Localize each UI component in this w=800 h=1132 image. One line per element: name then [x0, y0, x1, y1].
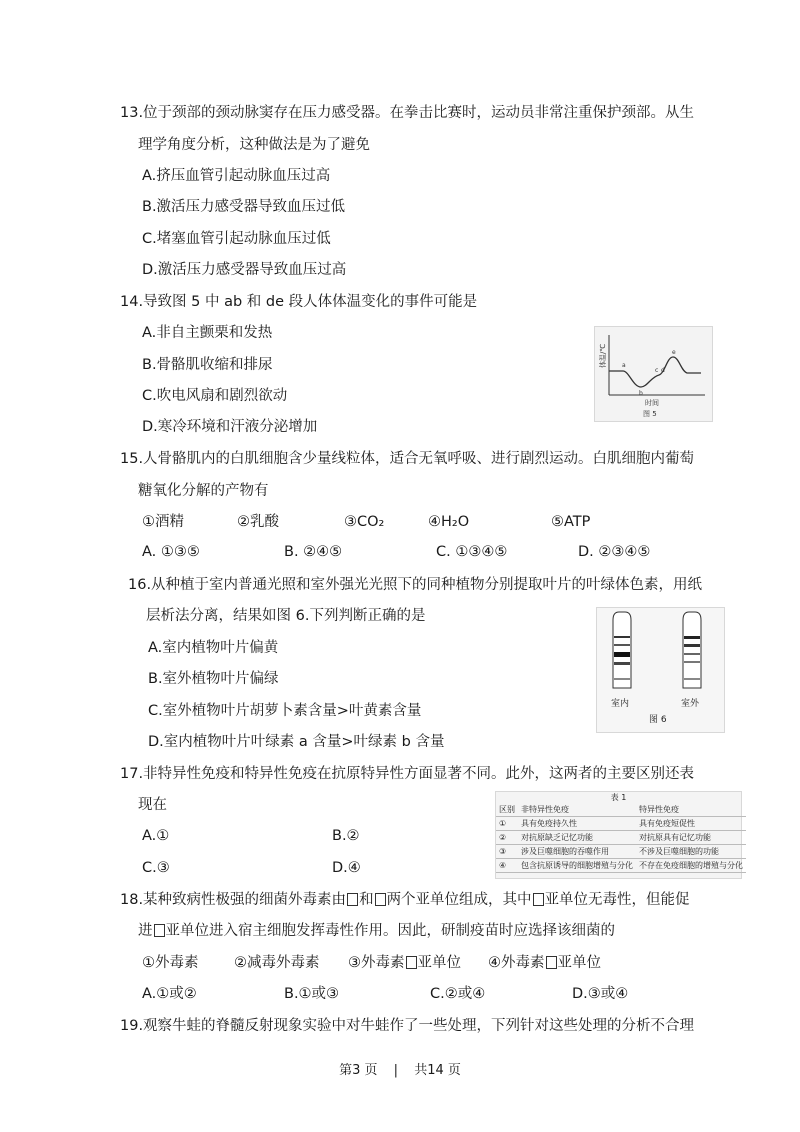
table-cell: 具有免疫持久性: [518, 817, 636, 831]
figure-5-point-b: b: [639, 390, 643, 397]
q14-option-d: D.寒冷环境和汗液分泌增加: [142, 419, 318, 435]
q14-option-b: B.骨骼肌收缩和排尿: [142, 357, 273, 373]
q18-option-b: B.①或③: [284, 986, 340, 1002]
q13-stem-line2: 理学角度分析，这种做法是为了避免: [138, 137, 370, 153]
page-footer: [0, 1059, 800, 1078]
q17-option-c: C.③: [142, 860, 170, 876]
q18-item-4-suffix: 亚单位: [557, 955, 601, 971]
q17-option-a: A.①: [142, 828, 170, 844]
figure-5-caption: 图 5: [643, 410, 657, 418]
q18-stem-part: 两个亚单位组成，其中: [386, 892, 532, 908]
missing-glyph-box: [533, 893, 544, 906]
table-cell: 具有免疫短促性: [636, 817, 746, 831]
table-row: [496, 831, 746, 845]
table-row: [496, 845, 746, 859]
q15-item-1: ①酒精: [142, 514, 184, 530]
figure-6-chromatography: [597, 608, 724, 732]
q18-stem-line1: [120, 890, 690, 910]
q18-item-3-text: ③外毒素: [348, 955, 405, 971]
table-cell: 对抗原缺乏记忆功能: [518, 831, 636, 845]
q18-option-c: C.②或④: [430, 986, 486, 1002]
figure-5-point-d: d: [661, 367, 665, 374]
q18-stem-part: 18.某种致病性极强的细菌外毒素由: [120, 892, 347, 908]
table-cell: ②: [496, 831, 518, 845]
q18-item-4-text: ④外毒素: [488, 955, 545, 971]
q18-stem-part: 亚单位无毒性，但能促: [544, 892, 690, 908]
table-header-row: [496, 803, 746, 817]
table-row: [496, 817, 746, 831]
q14-option-a: A.非自主颤栗和发热: [142, 325, 273, 341]
q15-option-a: A. ①③⑤: [142, 544, 200, 560]
figure-6-left-label: 室内: [611, 699, 630, 709]
missing-glyph-box: [154, 924, 165, 937]
missing-glyph-box: [406, 956, 417, 969]
q15-option-c: C. ①③④⑤: [436, 544, 508, 560]
figure-5-point-e: e: [672, 349, 676, 356]
table-cell: ③: [496, 845, 518, 859]
q17-option-b: B.②: [332, 828, 360, 844]
q18-item-4: [488, 953, 601, 973]
figure-5-point-c: c: [655, 367, 659, 374]
q18-item-2: ②减毒外毒素: [234, 955, 320, 971]
table-cell: 对抗原具有记忆功能: [636, 831, 746, 845]
figure-6: [596, 607, 725, 733]
q18-item-1: ①外毒素: [142, 955, 199, 971]
q16-stem-line1: 16.从种植于室内普通光照和室外强光光照下的同种植物分别提取叶片的叶绿体色素，用纸: [128, 577, 703, 593]
q15-item-5: ⑤ATP: [551, 514, 591, 530]
q13-option-b: B.激活压力感受器导致血压过低: [142, 199, 346, 215]
q17-stem-line2: 现在: [138, 797, 167, 813]
missing-glyph-box: [347, 893, 358, 906]
table-cell: 包含抗原诱导的细胞增殖与分化: [518, 859, 636, 873]
q18-item-3-suffix: 亚单位: [417, 955, 461, 971]
table-header-cell: 非特异性免疫: [518, 803, 636, 817]
table-cell: ①: [496, 817, 518, 831]
q18-stem-line2: [138, 921, 615, 941]
figure-5: [594, 326, 713, 422]
q18-stem-part: 进: [138, 923, 153, 939]
footer-total-pages: 共14 页: [414, 1063, 461, 1078]
footer-separator: |: [393, 1063, 399, 1078]
table-cell: 不存在免疫细胞的增殖与分化: [636, 859, 746, 873]
q15-item-3: ③CO₂: [344, 514, 385, 530]
table-header-cell: 特异性免疫: [636, 803, 746, 817]
table-cell: ④: [496, 859, 518, 873]
q16-option-a: A.室内植物叶片偏黄: [148, 640, 279, 656]
q13-option-d: D.激活压力感受器导致血压过高: [142, 262, 347, 278]
q18-stem-part: 亚单位进入宿主细胞发挥毒性作用。因此，研制疫苗时应选择该细菌的: [165, 923, 615, 939]
q18-stem-part: 和: [359, 892, 374, 908]
q18-option-d: D.③或④: [572, 986, 629, 1002]
figure-5-ylabel: 体温/℃: [599, 343, 607, 368]
table-row: [496, 859, 746, 873]
q13-option-c: C.堵塞血管引起动脉血压过低: [142, 231, 331, 247]
q14-option-c: C.吹电风扇和剧烈欲动: [142, 388, 288, 404]
figure-6-right-label: 室外: [681, 699, 700, 709]
table-header-cell: 区别: [496, 803, 518, 817]
q16-option-b: B.室外植物叶片偏绿: [148, 671, 279, 687]
q18-item-3: [348, 953, 461, 973]
table-cell: 不涉及巨噬细胞的功能: [636, 845, 746, 859]
q19-stem: 19.观察牛蛙的脊髓反射现象实验中对牛蛙作了一些处理，下列针对这些处理的分析不合理: [120, 1018, 695, 1034]
table-1-grid: [496, 803, 746, 873]
missing-glyph-box: [546, 956, 557, 969]
q15-stem-line1: 15.人骨骼肌内的白肌细胞含少量线粒体，适合无氧呼吸、进行剧烈运动。白肌细胞内葡萄: [120, 451, 695, 467]
figure-6-caption: 图 6: [649, 715, 667, 725]
q16-stem-line2: 层析法分离，结果如图 6.下列判断正确的是: [146, 608, 426, 624]
table-1-caption: 表 1: [610, 793, 627, 802]
q16-option-c: C.室外植物叶片胡萝卜素含量>叶黄素含量: [148, 703, 422, 719]
figure-5-xlabel: 时间: [645, 399, 659, 407]
figure-5-graph: [595, 327, 712, 421]
q16-option-d: D.室内植物叶片叶绿素 a 含量>叶绿素 b 含量: [148, 734, 445, 750]
table-cell: 涉及巨噬细胞的吞噬作用: [518, 845, 636, 859]
q13-option-a: A.挤压血管引起动脉血压过高: [142, 168, 331, 184]
q17-stem-line1: 17.非特异性免疫和特异性免疫在抗原特异性方面显著不同。此外，这两者的主要区别还表: [120, 766, 695, 782]
q13-stem-line1: 13.位于颈部的颈动脉窦存在压力感受器。在拳击比赛时，运动员非常注重保护颈部。从生: [120, 105, 695, 121]
q15-item-2: ②乳酸: [237, 514, 279, 530]
q15-item-4: ④H₂O: [428, 514, 470, 530]
q18-option-a: A.①或②: [142, 986, 197, 1002]
footer-page-number: 第3 页: [339, 1063, 378, 1078]
q15-stem-line2: 糖氧化分解的产物有: [138, 483, 269, 499]
table-1: [495, 791, 742, 879]
missing-glyph-box: [375, 893, 386, 906]
figure-5-point-a: a: [622, 362, 626, 369]
q17-option-d: D.④: [332, 860, 361, 876]
q14-stem: 14.导致图 5 中 ab 和 de 段人体体温变化的事件可能是: [120, 294, 478, 310]
q15-option-d: D. ②③④⑤: [578, 544, 651, 560]
q15-option-b: B. ②④⑤: [284, 544, 343, 560]
